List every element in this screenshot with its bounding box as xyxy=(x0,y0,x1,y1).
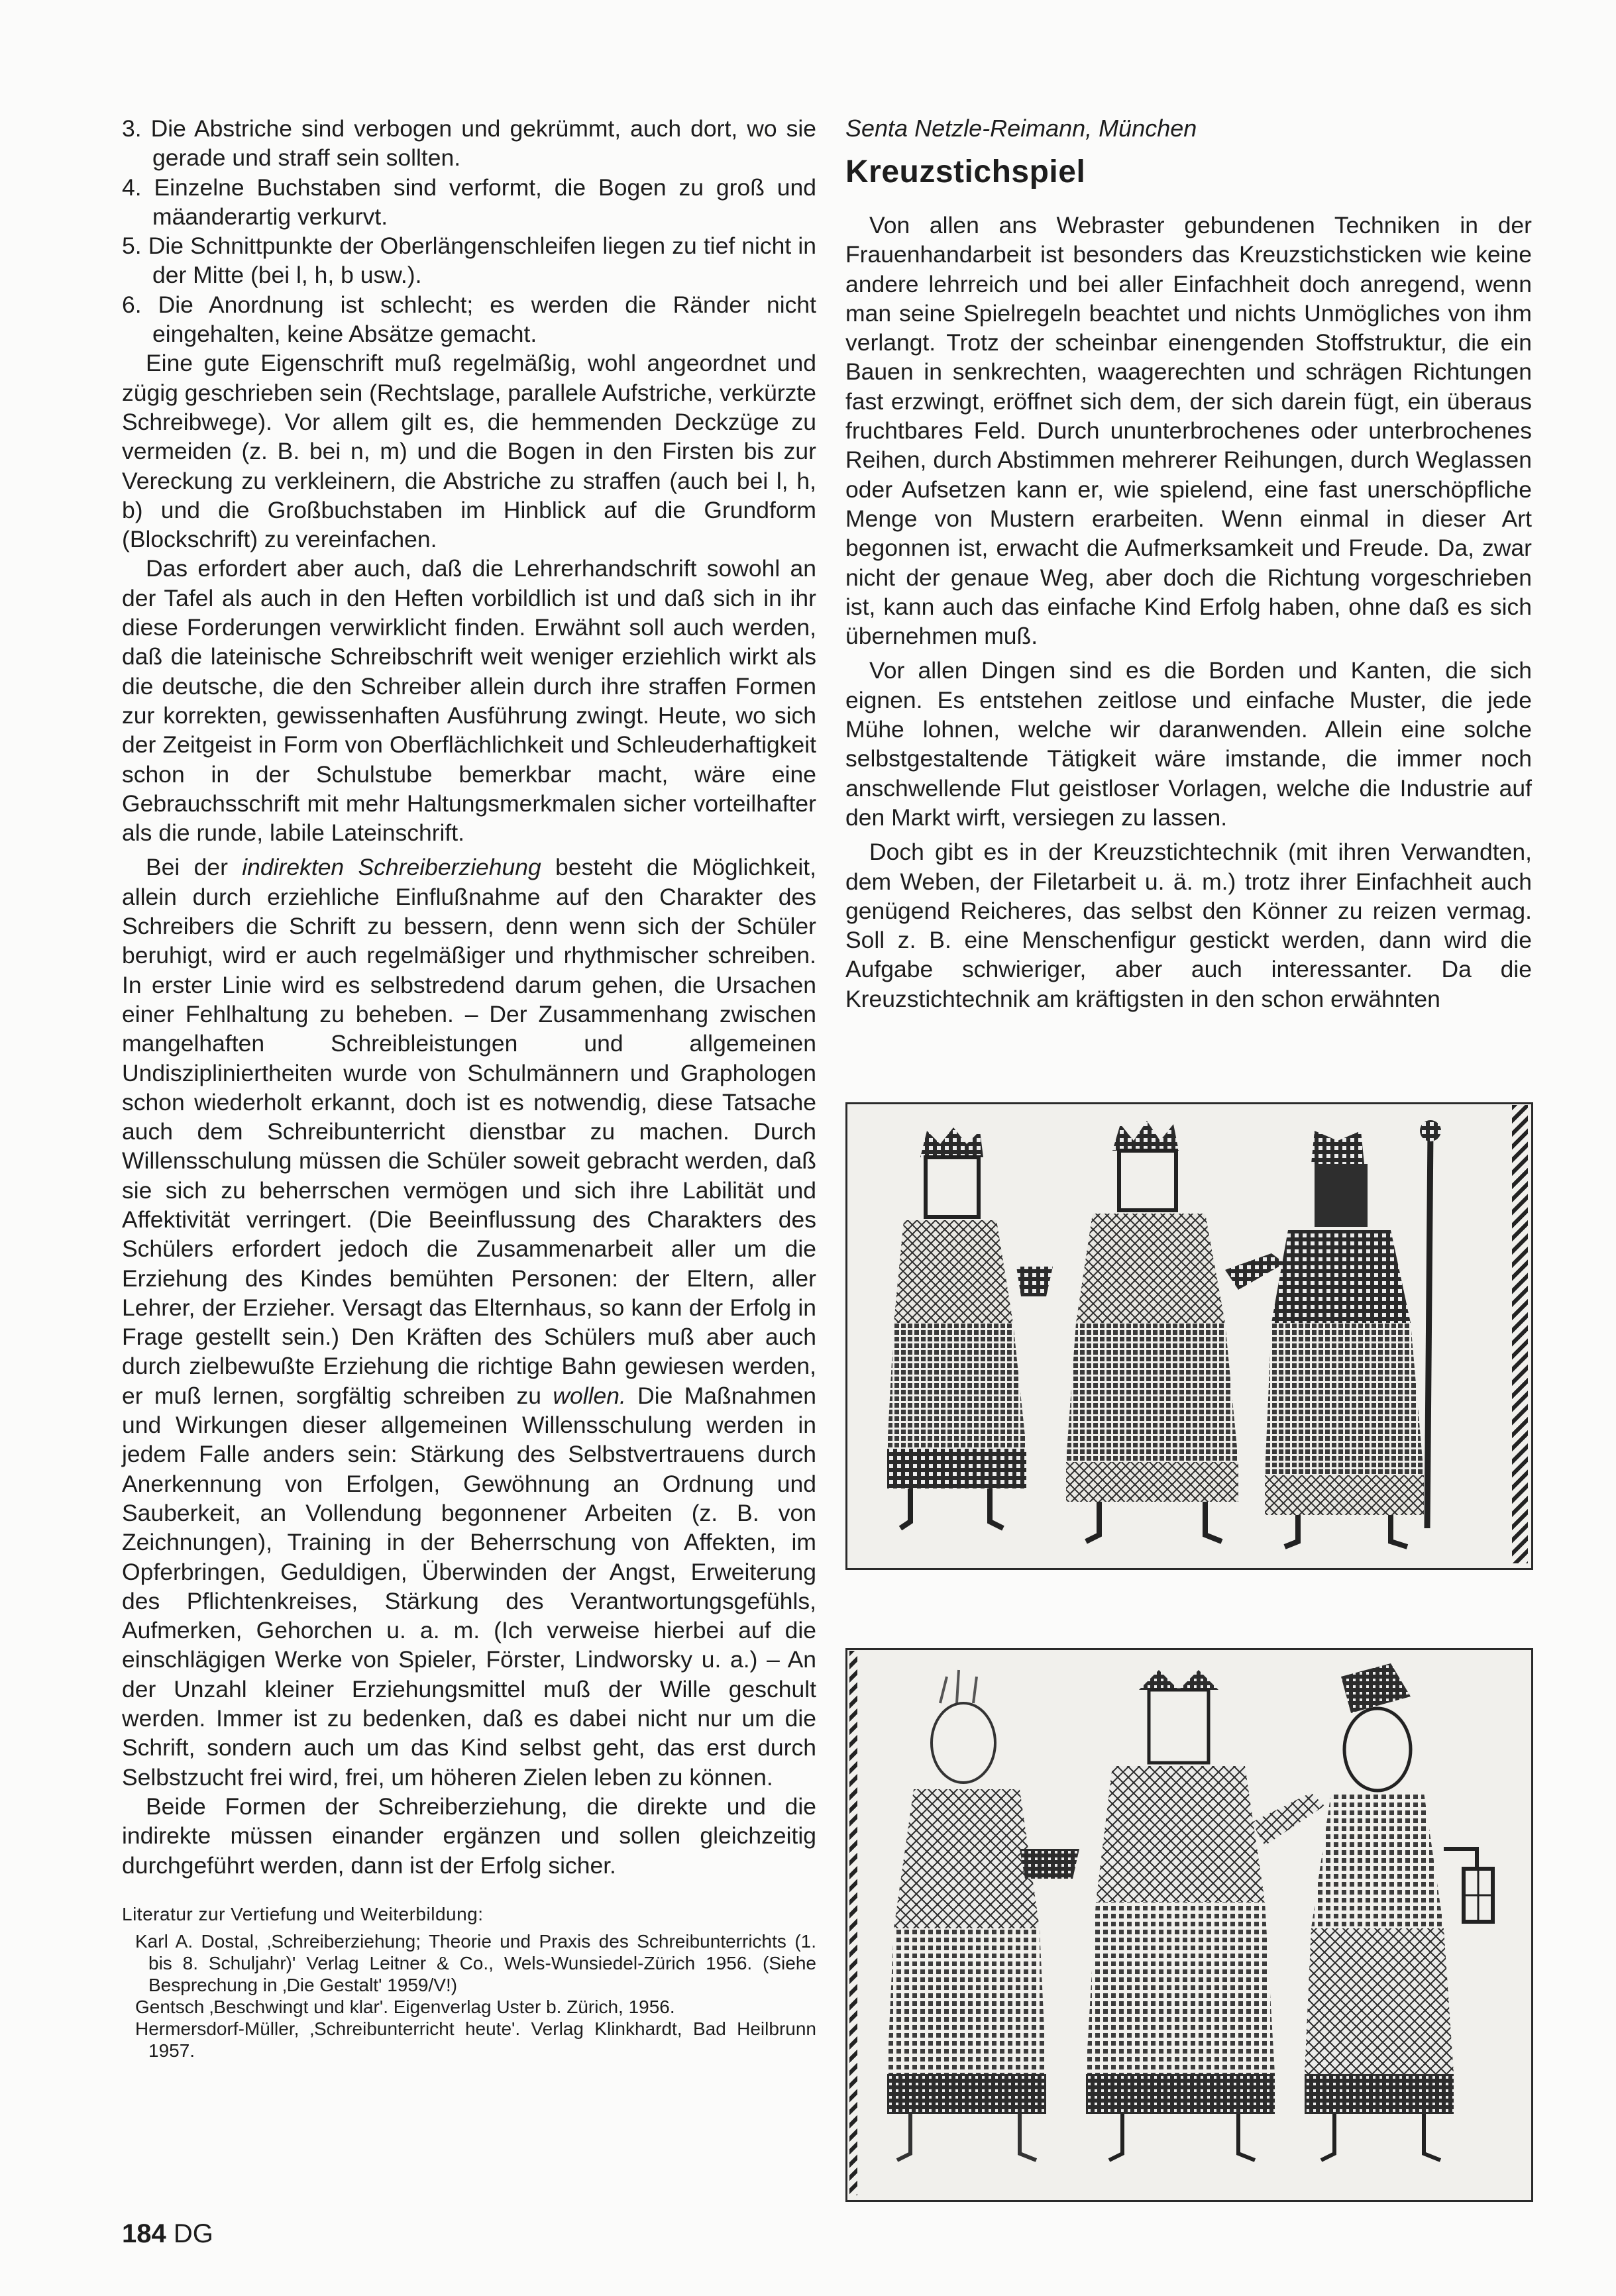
paragraph: Doch gibt es in der Kreuzstichtechnik (mit ihren Verwandten, dem Weben, der Filetarbeit u. ä. m.) trotz ihrer Einfachheit auch genügend Reicheres, das selbst den Könner zu reizen vermag. Soll z. B. eine Menschenfigur gestickt werden, dann wird die Aufgabe schwieriger, aber auch interessanter. Da die Kreuzstichtechnik am kräftigsten in den schon erwähnten xyxy=(845,839,1532,1012)
paragraph: Das erfordert aber auch, daß die Lehrerhandschrift sowohl an der Tafel als auch in den Heften vorbildlich ist und daß sich in ihr diese Forderungen verwirklicht finden. Erwähnt soll auch werden, daß die lateinische Schreibschrift weit weniger erziehlich wirkt als die deutsche, die den Schreiber allein durch ihre straffen Formen zur korrekten, gewissenhaften Ausführung zwingt. Heute, wo sich der Zeitgeist in Form von Oberflächlichkeit und Schleuderhaftigkeit schon in der Schulstube bemerkbar macht, wäre eine Gebrauchsschrift mit mehr Haltungsmerkmalen sicher vorteilhafter als die runde, labile Lateinschrift. xyxy=(122,555,816,847)
cross-stitch-image-kings-two xyxy=(845,1648,1533,2202)
cross-stitch-illustration xyxy=(847,1104,1531,1568)
king-figure-4 xyxy=(887,1670,1079,2160)
king-figure-3 xyxy=(1265,1120,1441,1547)
paragraph: Vor allen Dingen sind es die Borden und Kanten, die sich eignen. Es entstehen zeitlose und einfache Muster, die jede Mühe lohnen, welche wir daranwenden. Allein eine solche selbstgestaltende Tätigkeit wäre imstande, die immer noch anschwellende Flut geistloser Vorlagen, welche die Industrie auf den Markt wirft, versiegen zu lassen. xyxy=(845,657,1532,831)
border-stripe xyxy=(849,1651,857,2195)
king-figure-5 xyxy=(1086,1670,1324,2160)
journal-abbreviation: DG xyxy=(173,2219,213,2248)
king-figure-2 xyxy=(1066,1121,1285,1541)
literature-item: Gentsch ‚Beschwingt und klar'. Eigenverlag Uster b. Zürich, 1956. xyxy=(135,1996,675,2017)
literature-item: Karl A. Dostal, ‚Schreiberziehung; Theorie und Praxis des Schreibunterrichts (1. bis 8. Schuljahr)' Verlag Leitner & Co., Wels-Wunsiedel-Zürich 1956. (Siehe Besprechung in ‚Die Gestalt' 1959/V!) xyxy=(135,1930,816,1995)
right-column xyxy=(845,114,1532,1014)
paragraph: Beide Formen der Schreiberziehung, die direkte und die indirekte müssen einander ergänzen und sollen gleichzeitig durchgeführt werden, dann ist der Erfolg sicher. xyxy=(122,1793,816,1879)
page-number: 184 xyxy=(122,2219,166,2248)
literature-heading: Literatur zur Vertiefung und Weiterbildung: xyxy=(122,1903,484,1924)
list-item: 5. Die Schnittpunkte der Oberlängenschleifen liegen zu tief nicht in der Mitte (bei l, h, b usw.). xyxy=(122,233,816,289)
list-item: 3. Die Abstriche sind verbogen und gekrümmt, auch dort, wo sie gerade und straff sein sollten. xyxy=(122,115,816,172)
paragraph: Bei der indirekten Schreiberziehung besteht die Möglichkeit, allein durch erziehliche Einflußnahme auf den Charakter des Schreibers die Schrift zu bessern, denn wenn sich der Schüler beruhigt, wird er auch regelmäßiger und rhythmischer schreiben. In erster Linie wird es selbstredend darum gehen, die Ursachen einer Fehlhaltung zu beheben. – Der Zusammenhang zwischen mangelhaften Schreibleistungen und allgemeinen Undiszipliniertheiten wurde von Schulmännern und Graphologen schon wiederholt erkannt, doch ist es notwendig, diese Tatsache auch dem Schreibunterricht dienstbar zu machen. Durch Willensschulung müssen die Schüler soweit gebracht werden, daß sie sich zu beherrschen vermögen und sich ihre Labilität und Affektivität verringert. (Die Beeinflussung des Charakters des Schülers erfordert jedoch die Zusammenarbeit aller um die Erziehung des Kindes bemühten Personen: der Eltern, aller Lehrer, der Erzieher. Versagt das Elternhaus, so kann der Erfolg in Frage gestellt sein.) Den Kräften des Schülers muß aber auch durch zielbewußte Erziehung die richtige Bahn gewiesen werden, er muß lernen, sorgfältig schreiben zu wollen. Die Maßnahmen und Wirkungen dieser allgemeinen Willensschulung werden in jedem Falle anders sein: Stärkung des Selbstvertrauens durch Anerkennung von Erfolgen, Gewöhnung an Ordnung und Sauberkeit, an Vollendung begonnener Arbeiten (z. B. von Zeichnungen), Training in der Beherrschung von Affekten, im Opferbringen, Geduldigen, Überwinden der Angst, Erweiterung des Pflichtenkreises, Stärkung des Verantwortungsgefühls, Aufmerken, Gehorchen u. a. m. (Ich verweise hierbei auf die einschlägigen Werke von Spieler, Förster, Lindworsky u. a.) – An der Unzahl kleiner Erziehungsmittel muß der Wille geschult werden. Immer ist zu bedenken, daß es dabei nicht nur um die Schrift, sondern auch um das Kind selbst geht, das erst durch Selbstzucht frei wird, frei, um höheren Zielen leben zu können. xyxy=(122,854,816,1791)
king-figure-6 xyxy=(1305,1663,1493,2160)
article-title: Kreuzstichspiel xyxy=(845,154,1086,189)
king-figure-1 xyxy=(887,1127,1053,1528)
cross-stitch-image-kings xyxy=(845,1102,1533,1570)
cross-stitch-illustration xyxy=(847,1650,1531,2200)
page-footer xyxy=(122,2218,213,2250)
list-item: 4. Einzelne Buchstaben sind verformt, die Bogen zu groß und mäanderartig verkurvt. xyxy=(122,174,816,230)
paragraph: Eine gute Eigenschrift muß regelmäßig, wohl angeordnet und zügig geschrieben sein (Rechtslage, parallele Aufstriche, verkürzte Schreibwege). Vor allem gilt es, die hemmenden Deckzüge zu vermeiden (z. B. bei n, m) und die Bogen in den Firsten bis zur Vereckung zu verkleinern, die Abstriche zu straffen (auch bei l, h, b) und die Großbuchstaben im Hinblick auf die Grundform (Blockschrift) zu vereinfachen. xyxy=(122,350,816,553)
list-item: 6. Die Anordnung ist schlecht; es werden die Ränder nicht eingehalten, keine Absätze gemacht. xyxy=(122,291,816,348)
left-column xyxy=(122,114,816,2061)
paragraph: Von allen ans Webraster gebundenen Techniken in der Frauenhandarbeit ist besonders das Kreuzstichsticken wie keine andere lehrreich und bei aller Einfachheit doch anregend, wenn man seine Spielregeln beachtet und nichts Unmögliches von ihm verlangt. Trotz der scheinbar einengenden Stoffstruktur, die ein Bauen in senkrechten, waagerechten und schrägen Richtungen fast erzwingt, eröffnet sich dem, der sich darein fügt, ein überaus fruchtbares Feld. Durch ununterbrochenes oder unterbrochenes Reihen, durch Abstimmen mehrerer Reihungen, durch Weglassen oder Aufsetzen kann er, wie spielend, eine fast unerschöpfliche Menge von Mustern erarbeiten. Wenn einmal in dieser Art begonnen ist, erwacht die Aufmerksamkeit und Freude. Da, zwar nicht der genaue Weg, aber doch die Richtung vorgeschrieben ist, kann auch das einfache Kind Erfolg haben, ohne daß es sich übernehmen muß. xyxy=(845,212,1532,650)
border-stripe xyxy=(1512,1105,1528,1563)
literature-list xyxy=(122,1930,816,2061)
literature-item: Hermersdorf-Müller, ‚Schreibunterricht heute'. Verlag Klinkhardt, Bad Heilbrunn 1957. xyxy=(135,2018,816,2061)
author-byline: Senta Netzle-Reimann, München xyxy=(845,115,1197,142)
